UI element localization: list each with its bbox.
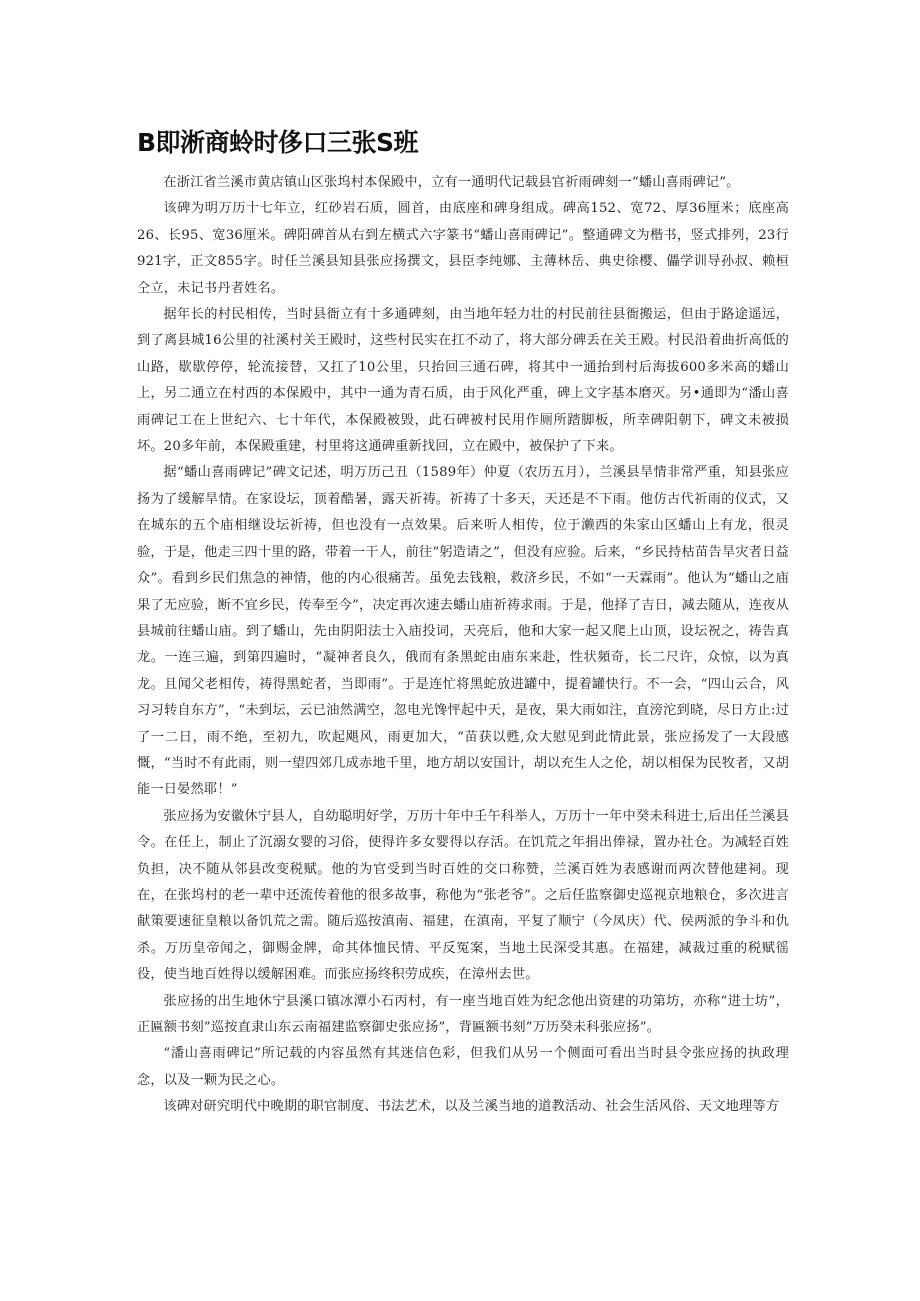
paragraph-governance: “潘山喜雨碑记”所记载的内容虽然有其迷信色彩，但我们从另一个侧面可看出当时县令张应扬的执政理念，以及一颗为民之心。	[137, 1046, 789, 1088]
paragraph-memorial-arch: 张应扬的出生地休宁县溪口镇冰潭小石丙村，有一座当地百姓为纪念他出资建的功第坊，亦称“进士坊”，正匾额书刻”巡按直隶山东云南福建监察御史张应扬”，背匾额书刻”万历癸未科张应扬”。	[137, 993, 789, 1035]
paragraph-villager-legend: 据年长的村民相传，当时县衙立有十多通碑刻，由当地年轻力壮的村民前往县衙搬运，但由于路途遥远，到了离县城16公里的社溪村关王殿时，这些村民实在扛不动了，将大部分碑丢在关王殿。村民沿着曲折高低的山路，歇歇停停，轮流接替，又扛了10公里，只抬回三通石碑，将其中一通抬到村后海拔600多米高的蟠山上，另二通立在村西的本保殿中，其中一通为青石质，由于风化严重，碑上文字基本磨灭。另•通即为“潘山喜雨碑记工在上世纪六、七十年代，本保殿被毁，此石碑被村民用作厕所踏脚板，所幸碑阳朝下，碑文未被损坏。20多年前，本保殿重建，村里将这通碑重新找回，立在殿中，被保护了下来。	[137, 307, 789, 455]
document-title: B即淅商蛉时侈口三张S班	[137, 128, 419, 157]
document-body	[137, 170, 789, 1121]
paragraph-rain-prayer: 据“蟠山喜雨碑记”碑文记述，明万历己丑（1589年）仲夏（农历五月），兰溪县旱情非常严重，知县张应扬为了缓解旱情。在家设坛，顶着酷暑，露天祈祷。祈祷了十多天，天还是不下雨。他仿古代祈雨的仪式，又在城东的五个庙相继设坛祈祷，但也没有一点效果。后来听人相传，位于濑西的朱家山区蟠山上有龙，很灵验，于是，他走三四十里的路，带着一干人，前往“躬造请之”，但没有应验。后来，“乡民持枯苗告旱灾者日益众”。看到乡民们焦急的神情，他的内心很痛苦。虽免去钱粮，救济乡民，不如“一天霖雨”。他认为“蟠山之庙果了无应验，断不宜乡民，传奉至今”，决定再次速去蟠山庙祈祷求雨。于是，他择了吉日，减去随从，连夜从县城前往蟠山庙。到了蟠山，先由阴阳法士入庙投词，天亮后，他和大家一起又爬上山顶，设坛祝之，祷告真龙。一连三遍，到第四遍时，“凝神者良久，俄而有条黑蛇由庙东来赴，性状頻奇，长二尺许，众惊，以为真龙。且闻父老相传，祷得黑蛇者，当即雨”。于是连忙将黑蛇放进罐中，提着罐快行。不一会，“四山云合，风习习转自东方”，“未到坛，云已油然满空，忽电光馋怦起中天，是夜，果大雨如注，直滂沱到晓，尽日方止:过了一二日，雨不绝，至初九，吹起飓风，雨更加大，“苗获以甦,众大慰见到此情此景，张应扬发了一大段感慨，“当时不有此雨，则一望四郊几成赤地千里，地方胡以安国计，胡以充生人之伦，胡以相保为民牧者，又胡能一日晏然耶！”	[137, 465, 789, 798]
paragraph-research-value: 该碑对研究明代中晚期的职官制度、书法艺术，以及兰溪当地的道教活动、社会生活风俗、天文地理等方	[163, 1099, 780, 1115]
paragraph-zhang-biography: 张应扬为安徽休宁县人，自幼聪明好学，万历十年中壬午科举人，万历十一年中癸未科进士,后出任兰溪县令。在任上，制止了沉溺女婴的习俗，使得许多女婴得以存活。在饥荒之年捐出俸禄，置办社仓。为减轻百姓负担，决不随从邻县改变税赋。他的为官受到当时百姓的交口称赞，兰溪百姓为表感谢而两次替他建祠。现在，在张坞村的老一辈中还流传着他的很多故事，称他为“张老爷”。之后任监察御史巡视京地粮仓，多次进言献策要速征皇粮以备饥荒之需。随后巡按滇南、福建，在滇南，平复了顺宁（今凤庆）代、侯两派的争斗和仇杀。万历皇帝闻之，御赐金牌，命其体恤民情、平反冤案，当地土民深受其惠。在福建，减裁过重的税赋徭役，使当地百姓得以缓解困难。而张应扬终积劳成疾，在漳州去世。	[137, 808, 789, 983]
paragraph-location: 在浙江省兰溪市黄店镇山区张坞村本保殿中，立有一通明代记载县官祈雨碑刻一“蟠山喜雨碑记”。	[163, 175, 740, 190]
paragraph-stele-description: 该碑为明万历十七年立，红砂岩石质，圆首，由底座和碑身组成。碑高152、宽72、厚36厘米；底座高26、长95、宽36厘米。碑阳碑首从右到左横式六字篆书“蟠山喜雨碑记”。整通碑文为楷书，竖式排列，23行921字，正文855字。时任兰溪县知县张应扬撰文，县臣李纯娜、主薄林岳、典史徐樱、儡学训导孙叔、赖桓仝立，未记书丹者姓名。	[137, 201, 789, 296]
